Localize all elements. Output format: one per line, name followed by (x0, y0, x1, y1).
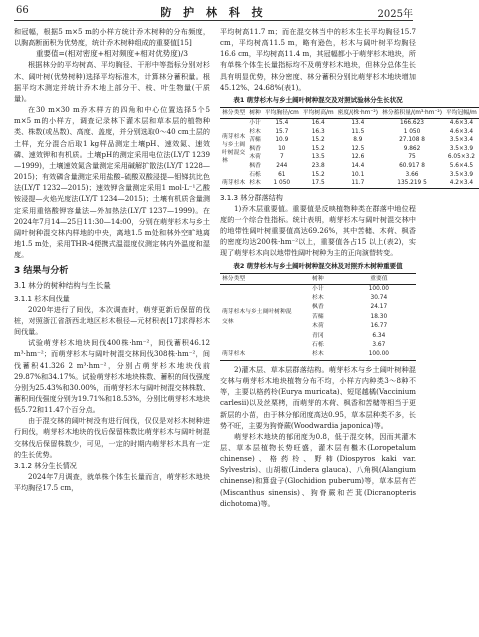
table-cell: 11.7 (336, 179, 380, 188)
table-cell: 1 050 (403, 128, 421, 135)
table-cell: 小计 (249, 119, 261, 126)
table1-group-label: 萌芽杉木与乡土阔叶树混交林 (222, 134, 246, 165)
paragraph: 1)乔木层重要值。重要值是反映植物种类在群落中地位程度的一个综合性指标。统计表明，萌芽杉木与阔叶树混交林中的地带性阔叶树重要值高达69.26%，其中苦槠、木荷、枫香的密度均达200株·hm⁻²以上，重要值各占15 以上(表2)，实现了萌芽杉木向以地带性阔叶树种为主的正向演替转变。 (220, 203, 416, 258)
table-cell: 15.2 (311, 137, 325, 144)
table-cell: 166.623 (400, 119, 424, 126)
table-cell: 3.66 (405, 171, 419, 178)
table1 (220, 107, 479, 189)
table-cell: 3.5×3.9 (449, 145, 474, 152)
table2-header-cell: 重要值 (342, 273, 416, 284)
table-cell: 苦槠 (312, 313, 324, 320)
table-cell: 24.17 (370, 304, 388, 311)
paragraph: 2020年进行了间伐，本次调查时，萌芽更新后保留的伐桩，对照浙江省浙西北地区杉木根径—元材积表[17]求得杉木间伐量。 (14, 304, 210, 337)
table1-header-cell: 平均树高/m (301, 107, 336, 118)
table-cell: 枫香 (249, 162, 261, 169)
table1-header-cell: 平均胸径/cm (263, 107, 301, 118)
table-cell: 12.6 (351, 154, 365, 161)
table-cell: 18.30 (370, 313, 388, 320)
table-cell: 12.5 (351, 145, 365, 152)
right-column (220, 26, 477, 509)
table-cell: 13.4 (351, 119, 365, 126)
subsection-heading: 3.1 林分的树种结构与生长量 (14, 281, 111, 291)
table-cell: 杉木 (247, 179, 263, 188)
page-number: 66 (16, 5, 29, 16)
paragraph: 2024年7月调查，就单株个体生长量而言，萌芽杉木地块平均胸径17.5 cm， (14, 472, 210, 493)
journal-title: 防 护 林 科 技 (160, 6, 267, 19)
table-cell: 3.5×3.4 (449, 137, 474, 144)
table-cell: 石栎 (249, 171, 261, 178)
table-cell: 15.4 (275, 119, 289, 126)
table-cell: 枫香 (249, 145, 261, 152)
table1-header-cell: 密度/(株·hm⁻²) (336, 107, 380, 118)
table-cell: 4.6×3.4 (449, 119, 474, 126)
table-cell: 14.4 (351, 162, 365, 169)
table1-header-cell: 林分类型 (220, 107, 247, 118)
paragraph: 在30 m×30 m乔木样方的四角和中心位置选择5个5 m×5 m的小样方，调查记录林下灌木层和草本层的植物种类、株数(或丛数)、高度、盖度，并分别选取0～40 cm土层的土样，充分混合后取1 kg样品测定土壤pH、速效氮、速效磷、速效钾和有机质。土壤pH的测定采用电位法(LY/T 1239—1999)，土壤速效氮含量测定采用碱解扩散法(LY/T 1228—2015)；有效磷含量测定采用盐酸–硫酸双酸浸提—钼锑抗比色法(LY/T 1232—2015)；速效钾含量测定采用1 mol·L⁻¹乙酸铵浸提—火焰光度法(LY/T 1234—2015)；土壤有机质含量测定采用重铬酸钾容量法—外加热法(LY/T 1237—1999)。在2024年7月14—25日11:30—14:00，分别在萌芽杉木与乡土阔叶树种混交林内样地的中央，离地1.5 m处和林外空旷地离地1.5 m处，采用THR-4便携式温湿度仪测定林内外温度和湿度。 (14, 105, 210, 260)
table-cell: 杉木 (294, 350, 342, 360)
table-cell: 11.5 (351, 128, 365, 135)
subsubsection-heading: 3.1.3 林分群落结构 (220, 192, 283, 202)
table2-group-label: 萌芽杉木 (220, 350, 294, 360)
table-cell: 小计 (312, 285, 324, 292)
table1-caption: 表1 萌芽杉木与乡土阔叶树种混交及对照试验林分生长状况 (233, 95, 403, 104)
importance-formula: 重要值=(相对密度+相对频度+相对优势度)/3 (35, 49, 188, 59)
table-cell: 10.1 (351, 171, 365, 178)
table-cell: 10 (278, 145, 286, 152)
table-cell: 13.5 (311, 154, 325, 161)
table1-header-cell: 林分蓄积量/(m³·hm⁻²) (380, 107, 444, 118)
table-cell: 石栎 (312, 342, 324, 349)
table-cell: 木荷 (249, 154, 261, 161)
table-cell: 6.05×3.2 (447, 154, 475, 161)
table2 (220, 273, 416, 361)
subsubsection-heading: 3.1.1 杉木间伐量 (14, 293, 70, 303)
paragraph: 2)灌木层、草本层群落结构。萌芽杉木与乡土阔叶树种混交林与萌芽杉木地块植物分布不均，小样方内种类3～8种不等，主要以格药柃(Eurya muricata)、短尾越橘(Vaccinium carlesii)以及丝栗栲，而萌芽的木荷、枫香和苦槠等相当于更新层的小苗，由于林分郁闭度高达0.95，草本层种类不多，长势不旺，主要为狗脊蕨(Woodwardia japonica)等。 (220, 364, 416, 430)
section-heading: 3 结果与分析 (14, 266, 69, 277)
page-header (0, 0, 427, 22)
table-cell: 杉木 (249, 128, 261, 135)
table-cell: 10.9 (275, 137, 289, 144)
table-cell: 杉木 (312, 295, 324, 302)
table-cell: 7 (279, 154, 284, 161)
table-cell: 8.9 (353, 137, 363, 144)
table-cell: 木荷 (312, 323, 324, 330)
table2-header-cell: 树种 (294, 273, 342, 284)
table-cell: 15.7 (275, 128, 289, 135)
table-row (220, 136, 479, 145)
table-cell: 100.00 (342, 350, 416, 360)
table-row (220, 118, 479, 127)
table-row (220, 179, 479, 188)
table-cell: 4.6×3.4 (449, 128, 474, 135)
table-cell: 23.8 (311, 162, 325, 169)
table-row (220, 284, 416, 294)
table-cell: 60.917 8 (399, 162, 425, 169)
table-cell: 30.74 (370, 295, 388, 302)
table-cell: 75 (408, 154, 416, 161)
table-row (220, 128, 479, 137)
paragraph: 和冠幅，根据5 m×5 m的小样方统计乔木树种的分布频度，以胸高断面积为优势度，统计乔木树种组成的重要值[15] (14, 27, 210, 48)
table-cell: 16.3 (311, 128, 325, 135)
table-cell: 3.5×3.9 (449, 171, 474, 178)
table-cell: 5.6×4.5 (449, 162, 474, 169)
table-cell: 244 (276, 162, 288, 169)
table1-header-cell: 树种 (247, 107, 263, 118)
table-cell: 100.00 (368, 285, 389, 292)
table-cell: 27.108 8 (399, 137, 425, 144)
table-cell: 1 050 (263, 179, 301, 188)
table-row (220, 162, 479, 171)
table-cell: 枫香 (312, 304, 324, 311)
paragraph: 萌芽杉木地块的郁闭度为0.8，低于混交林，因而其灌木层、草本层植物长势旺盛，灌木层有檵木(Loropetalum chinense)、格药柃、野柿(Diospyros kaki var. Sylvestris)、山胡椒(Lindera glauca)、八角枫(Alangium chinense)和算盘子(Glochidion puberum)等，草本层有芒(Miscanthus sinensis)、狗脊蕨和芒萁(Dicranopteris dichotoma)等。 (220, 431, 416, 508)
table1-header-cell: 平均冠幅/m (444, 107, 479, 118)
paragraph: 根据林分的平均树高、平均胸径、干形中等指标分别对杉木、阔叶树(优势树种)选择平均标准木，计算林分蓄积量。根据平均木测定并统计乔木地上部分干、枝、叶生物量(干质量)。 (14, 60, 210, 103)
left-column (14, 26, 210, 493)
table-row (220, 153, 479, 162)
table-cell: 135.219 5 (380, 179, 444, 188)
table-cell: 61 (278, 171, 286, 178)
issue-year: 2025年 (377, 9, 413, 20)
table-row (220, 171, 479, 180)
header-rule (14, 20, 413, 21)
subsubsection-heading: 3.1.2 林分生长情况 (14, 460, 77, 470)
table-cell: 16.4 (311, 119, 325, 126)
table-cell: 17.5 (301, 179, 336, 188)
table-cell: 15.2 (311, 145, 325, 152)
table-row (220, 145, 479, 154)
table-cell: 16.77 (370, 323, 388, 330)
table-cell: 青冈 (312, 332, 324, 339)
table-cell: 4.2×3.4 (444, 179, 479, 188)
paragraph: 平均树高11.7 m；而在混交林当中的杉木生长平均胸径15.7 cm，平均树高11.5 m，略有逊色，杉木与阔叶树平均胸径16.6 cm，平均树高11.4 m，其冠幅都小于萌芽杉木地块，所有单株个体生长量指标均不及萌芽杉木地块，但林分总体生长具有明显优势，林分密度、林分蓄积分别比萌芽杉木地块增加45.12%、24.68%(表1)。 (220, 27, 416, 92)
table2-group-label: 萌芽杉木与乡土阔叶树种混交林 (222, 309, 292, 325)
table2-header-cell: 林分类型 (220, 273, 294, 284)
table-cell: 3.67 (372, 342, 386, 349)
paragraph: 试验萌芽杉木地块间伐400株·hm⁻²，间伐蓄积46.12 m³·hm⁻²；而萌芽杉木与阔叶树混交林间伐308株·hm⁻²，间伐蓄积41.326 2 m³·hm⁻²，分别占萌芽杉木地块伐前29.87%和34.17%。试验萌芽杉木地块株数、蓄积的间伐强度分别为25.43%和30.00%，而萌芽杉木与阔叶树混交林株数、蓄积间伐强度分别为19.71%和18.53%，分别比萌芽杉木地块低5.72和11.47个百分点。 (14, 338, 210, 415)
table1-group-label: 萌芽杉木 (222, 180, 246, 187)
paragraph: 由于混交林的阔叶树没有进行间伐，仅仅是对杉木树种进行间伐，萌芽杉木地块的伐后保留株数比萌芽杉木与阔叶树混交林伐后保留株数少，可见，一定的时期内萌芽杉木具有一定的生长优势。 (14, 416, 210, 459)
table-cell: 苦槠 (249, 137, 261, 144)
table-cell: 15.2 (311, 171, 325, 178)
table-cell: 9.862 (403, 145, 421, 152)
table2-caption: 表2 萌芽杉木与乡土阔叶树种混交林及对照乔木树种重要值 (233, 261, 403, 270)
table-row (220, 350, 416, 360)
table-cell: 6.34 (372, 332, 386, 339)
